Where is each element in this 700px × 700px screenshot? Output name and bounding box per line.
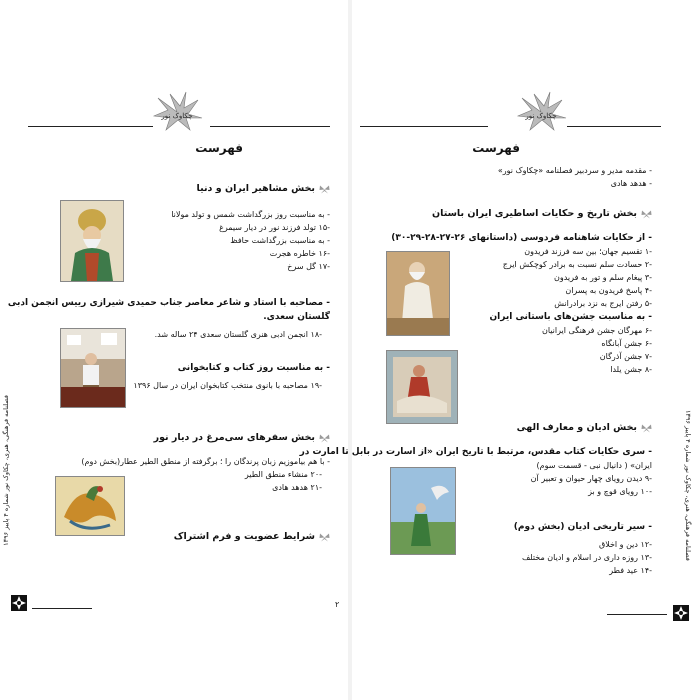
subsection-heading: - سیر تاریخی ادیان (بخش دوم)	[513, 522, 652, 532]
section-famous-people-items	[120, 208, 330, 273]
list-item[interactable]: -۶ جشن آبانگاه	[601, 339, 652, 348]
section-heading-continued: گلستان سعدی.	[263, 312, 330, 322]
spine-text-right: فصلنامه فرهنگی، هنری، چکاوک نور شماره ۴ پاییز ۱۳۹۶	[684, 410, 692, 561]
list-item[interactable]: -۱۲ دین و اخلاق	[598, 540, 652, 549]
shahnameh-painting-image	[386, 251, 450, 336]
section-heading: بخش ادیان و معارف الهی	[362, 421, 652, 435]
magazine-logo	[150, 90, 204, 134]
list-item[interactable]: -۹ دیدن رویای چهار حیوان و تعبیر آن	[530, 474, 652, 483]
section-heading: بخش سفرهای سی‌مرغ در دیار نور	[10, 431, 330, 445]
section-heading: بخش تاریخ و حکایات اساطیری ایران باستان	[362, 207, 652, 221]
ornament-icon	[672, 604, 690, 622]
mehregan-relief-image	[386, 350, 458, 424]
ornament-icon	[10, 594, 28, 612]
section-book-day	[110, 361, 330, 392]
list-item[interactable]: -۱ تقسیم جهان؛ بین سه فرزند فریدون	[524, 247, 652, 256]
subsection-heading: - به مناسبت جشن‌های باستانی ایران	[489, 312, 652, 322]
butterfly-bullet-icon	[641, 210, 652, 219]
list-item[interactable]: - به مناسبت بزرگداشت حافظ	[230, 236, 330, 245]
top-rule-right	[210, 126, 330, 127]
butterfly-bullet-icon	[319, 533, 330, 542]
page-title: فهرست	[472, 141, 520, 155]
top-rule-right	[567, 126, 661, 127]
list-item[interactable]: -۱۸ انجمن ادبی هنری گلستان سعدی ۲۴ ساله شد.	[154, 330, 322, 339]
list-item[interactable]: -۴ پاسخ فریدون به پسران	[565, 286, 652, 295]
list-item[interactable]: -۱۹ مصاحبه با بانوی منتخب کتابخوان ایران در سال ۱۳۹۶	[133, 381, 322, 390]
list-item[interactable]: - مقدمه مدیر و سردبیر فصلنامه «چکاوک نور»	[497, 166, 652, 175]
section-famous-people	[110, 182, 330, 196]
simorgh-painting-image	[55, 476, 125, 536]
butterfly-bullet-icon	[319, 434, 330, 443]
rumi-portrait-image	[60, 200, 124, 282]
butterfly-bullet-icon	[641, 424, 652, 433]
magazine-logo	[514, 90, 568, 134]
list-item[interactable]: ایران» ( دانیال نبی - قسمت سوم)	[536, 461, 652, 470]
subsection-heading: - از حکایات شاهنامه فردوسی (داستانهای ۲۶-۲۷-۲۸-۲۹-۳۰)	[391, 233, 652, 243]
list-item[interactable]: -۱۰ رویای قوچ و بز	[588, 487, 652, 496]
list-item[interactable]: -۱۳ روزه داری در اسلام و ادیان مختلف	[521, 553, 652, 562]
section-heading: - به مناسبت روز کتاب و کتابخوانی	[177, 363, 330, 373]
list-item[interactable]: - به مناسبت روز بزرگداشت شمس و تولد مولانا	[171, 210, 330, 219]
svg-text:چکاوک نور: چکاوک نور	[161, 112, 193, 120]
list-item[interactable]: - هدهد هادی	[610, 179, 652, 188]
list-item[interactable]: - با هم بیاموزیم زبان پرندگان را ؛ برگرفته از منطق الطیر عطار(بخش دوم)	[81, 457, 330, 466]
list-item[interactable]: -۲۰ منشاء منطق الطیر	[244, 470, 322, 479]
section-history-religions	[452, 520, 652, 577]
list-item[interactable]: -۷ جشن آذرگان	[599, 352, 652, 361]
list-item[interactable]: -۱۵ تولد فرزند نور در دیار سیمرغ	[219, 223, 330, 232]
subsection-heading: - سری حکایات کتاب مقدس، مرتبط با تاریخ ایران «از اسارت در بابل تا امارت در	[299, 447, 652, 457]
section-heading[interactable]: شرایط عضویت و فرم اشتراک	[110, 530, 330, 544]
daniel-painting-image	[390, 467, 456, 555]
page-title: فهرست	[195, 141, 243, 155]
top-rule-left	[360, 126, 488, 127]
list-item[interactable]: -۶ مهرگان جشن فرهنگی ایرانیان	[541, 326, 652, 335]
list-item[interactable]: -۱۷ گل سرخ	[287, 262, 330, 271]
list-item[interactable]: -۱۶ خاطره هجرت	[269, 249, 330, 258]
intro-list	[392, 164, 652, 190]
list-item[interactable]: -۲۱ هدهد هادی	[272, 483, 322, 492]
butterfly-bullet-icon	[319, 185, 330, 194]
list-item[interactable]: -۸ جشن یلدا	[610, 365, 652, 374]
list-item[interactable]: -۱۴ عید فطر	[609, 566, 652, 575]
section-membership	[110, 530, 330, 544]
footer-rule	[32, 608, 92, 609]
list-item[interactable]: -۵ رفتن ایرج به نزد برادرانش	[554, 299, 652, 308]
left-page	[0, 0, 348, 700]
page-number: ۲	[335, 600, 340, 609]
spine-text-left: فصلنامه فرهنگی، هنری، چکاوک نور شماره ۴ پاییز ۱۳۹۶	[2, 395, 10, 546]
list-item[interactable]: -۳ پیغام سلم و تور به فریدون	[553, 273, 652, 282]
svg-text:چکاوک نور: چکاوک نور	[525, 112, 557, 120]
section-heading: بخش مشاهیر ایران و دنیا	[110, 182, 330, 196]
footer-rule	[607, 614, 667, 615]
section-heading: - مصاحبه با استاد و شاعر معاصر جناب حمیدی شیرازی رییس انجمن ادبی	[7, 298, 330, 308]
section-interview	[7, 296, 330, 341]
list-item[interactable]: -۲ حسادت سلم نسبت به برادر کوچکش ایرج	[502, 260, 652, 269]
top-rule-left	[28, 126, 153, 127]
